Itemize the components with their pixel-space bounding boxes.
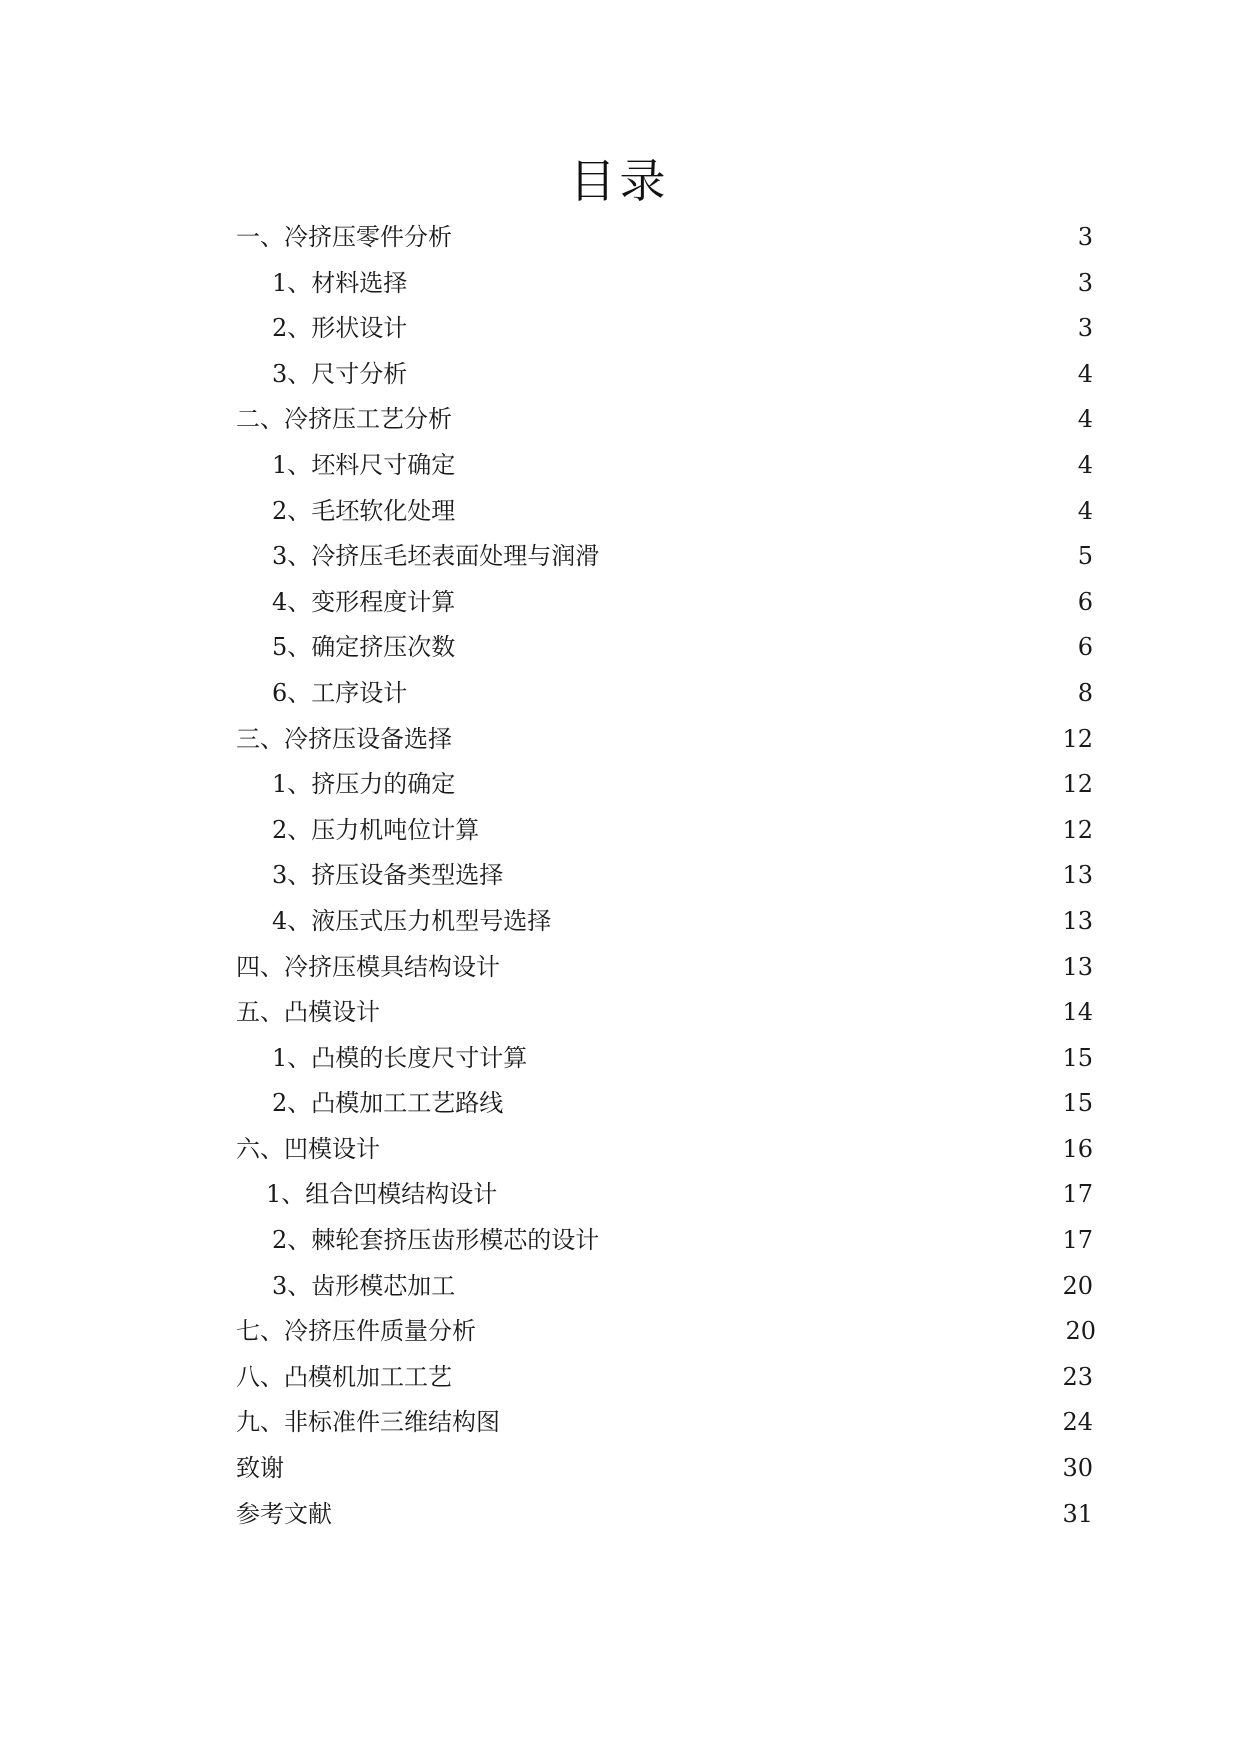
toc-entry-page-number: 12	[1062, 815, 1093, 844]
toc-entry-page-number: 5	[1077, 542, 1093, 571]
toc-entry	[236, 404, 1093, 450]
toc-entry	[236, 906, 1093, 952]
toc-entry-label: 5、确定挤压次数	[272, 633, 456, 662]
toc-entry-page-number: 4	[1077, 496, 1093, 525]
toc-entry-page-number: 31	[1062, 1499, 1093, 1528]
toc-entry	[236, 632, 1093, 678]
toc-entry	[236, 952, 1093, 998]
toc-entry	[236, 1453, 1093, 1499]
toc-entry	[236, 1316, 1096, 1362]
toc-entry-page-number: 13	[1062, 952, 1093, 981]
toc-entry	[236, 1499, 1093, 1545]
toc-entry-label: 3、尺寸分析	[272, 359, 408, 388]
toc-entry-label: 2、凸模加工工艺路线	[272, 1089, 504, 1118]
toc-entry-page-number: 15	[1062, 1043, 1093, 1072]
toc-entry-page-number: 8	[1077, 678, 1093, 707]
toc-entry	[236, 587, 1093, 633]
toc-entry	[236, 815, 1093, 861]
toc-entry-page-number: 6	[1077, 587, 1093, 616]
toc-entry-label: 七、冷挤压件质量分析	[236, 1317, 476, 1346]
toc-entry-label: 二、冷挤压工艺分析	[236, 405, 452, 434]
toc-entry-page-number: 13	[1062, 861, 1093, 890]
toc-entry-label: 3、冷挤压毛坯表面处理与润滑	[272, 542, 600, 571]
toc-entry-page-number: 16	[1062, 1134, 1093, 1163]
toc-entry	[236, 268, 1093, 314]
toc-entry-page-number: 4	[1077, 405, 1093, 434]
toc-entry	[236, 541, 1093, 587]
toc-entry-label: 1、组合凹模结构设计	[266, 1180, 498, 1209]
toc-entry-page-number: 4	[1077, 359, 1093, 388]
toc-entry	[236, 450, 1093, 496]
toc-entry	[236, 1088, 1093, 1134]
toc-entry	[236, 1043, 1093, 1089]
toc-entry	[236, 1271, 1093, 1317]
toc-entry	[236, 997, 1093, 1043]
toc-entry-label: 1、凸模的长度尺寸计算	[272, 1043, 528, 1072]
toc-entry	[236, 1362, 1093, 1408]
toc-entry	[236, 724, 1093, 770]
toc-entry-page-number: 3	[1077, 268, 1093, 297]
toc-entry-page-number: 24	[1062, 1408, 1093, 1437]
toc-entry-label: 1、挤压力的确定	[272, 770, 456, 799]
toc-entry	[236, 1225, 1093, 1271]
toc-entry-label: 3、齿形模芯加工	[272, 1271, 456, 1300]
toc-entry-page-number: 13	[1062, 906, 1093, 935]
toc-entry-label: 2、毛坯软化处理	[272, 496, 456, 525]
toc-entry-label: 1、材料选择	[272, 268, 408, 297]
toc-entry-page-number: 14	[1062, 998, 1093, 1027]
toc-entry	[236, 678, 1093, 724]
toc-entry-label: 2、棘轮套挤压齿形模芯的设计	[272, 1226, 600, 1255]
toc-entry-label: 六、凹模设计	[236, 1134, 380, 1163]
toc-entry	[236, 1179, 1093, 1225]
toc-entry-page-number: 3	[1077, 223, 1093, 251]
toc-entry-label: 四、冷挤压模具结构设计	[236, 952, 500, 981]
toc-entry-label: 2、形状设计	[272, 314, 408, 343]
table-of-contents	[236, 222, 1096, 1544]
toc-entry-page-number: 4	[1077, 450, 1093, 479]
toc-entry-label: 4、液压式压力机型号选择	[272, 906, 552, 935]
toc-entry	[236, 769, 1093, 815]
toc-entry-label: 6、工序设计	[272, 678, 408, 707]
toc-entry-page-number: 23	[1062, 1362, 1093, 1391]
toc-entry-label: 3、挤压设备类型选择	[272, 861, 504, 890]
toc-entry-label: 三、冷挤压设备选择	[236, 724, 452, 753]
page-title: 目录	[569, 154, 670, 208]
toc-entry	[236, 860, 1093, 906]
toc-entry-label: 九、非标准件三维结构图	[236, 1408, 500, 1437]
toc-entry-label: 一、冷挤压零件分析	[236, 223, 452, 251]
toc-entry	[236, 359, 1093, 405]
toc-entry-page-number: 30	[1062, 1454, 1093, 1483]
toc-entry	[236, 313, 1093, 359]
toc-entry	[236, 222, 1093, 268]
toc-entry-label: 八、凸模机加工工艺	[236, 1362, 452, 1391]
toc-entry-page-number: 17	[1062, 1226, 1093, 1255]
toc-entry-label: 参考文献	[236, 1499, 332, 1528]
toc-entry-page-number: 17	[1062, 1180, 1093, 1209]
toc-entry	[236, 1407, 1093, 1453]
toc-entry-page-number: 15	[1062, 1089, 1093, 1118]
toc-entry-page-number: 6	[1077, 633, 1093, 662]
toc-entry-label: 2、压力机吨位计算	[272, 815, 480, 844]
toc-entry-label: 致谢	[236, 1454, 284, 1483]
toc-entry-label: 五、凸模设计	[236, 998, 380, 1027]
toc-entry-page-number: 12	[1062, 770, 1093, 799]
toc-entry-page-number: 20	[1065, 1317, 1096, 1346]
toc-entry-label: 4、变形程度计算	[272, 587, 456, 616]
toc-entry-label: 1、坯料尺寸确定	[272, 450, 456, 479]
toc-entry-page-number: 12	[1062, 724, 1093, 753]
toc-entry-page-number: 3	[1077, 314, 1093, 343]
toc-entry	[236, 1134, 1093, 1180]
toc-entry-page-number: 20	[1062, 1271, 1093, 1300]
toc-entry	[236, 496, 1093, 542]
